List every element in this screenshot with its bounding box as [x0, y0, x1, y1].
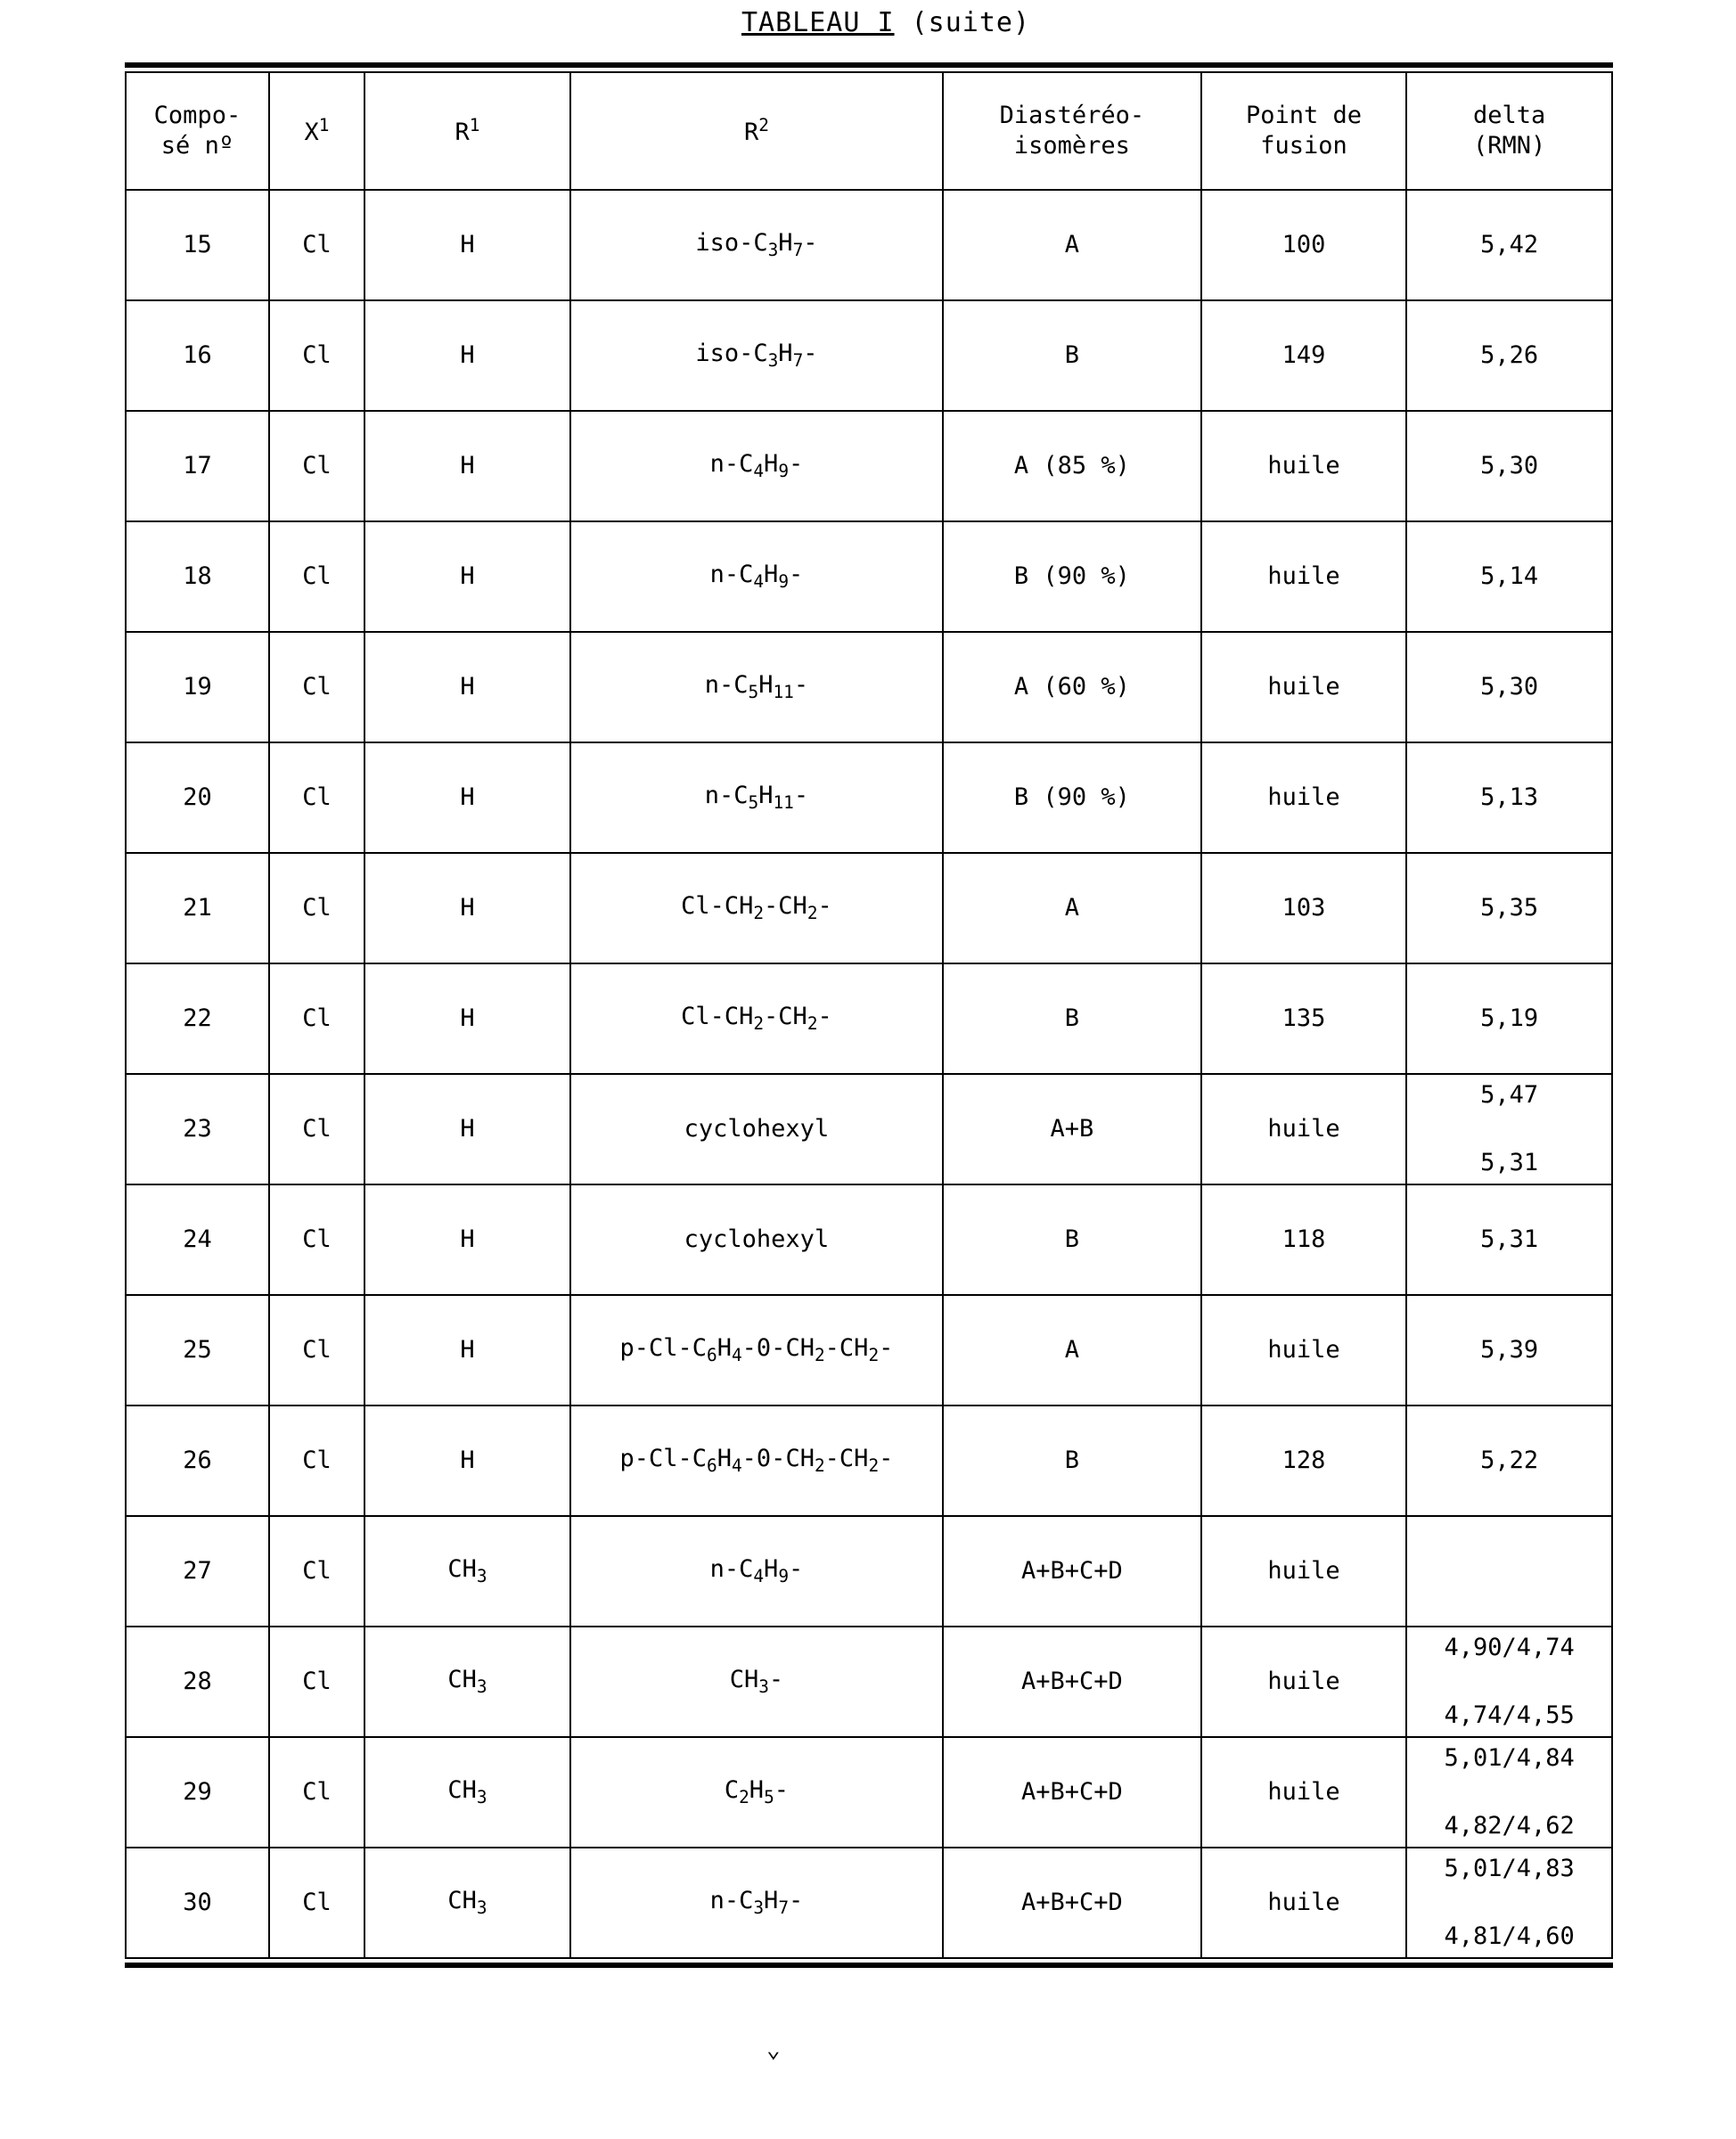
cell-melting-point: 103: [1201, 853, 1407, 963]
cell-diastereoisomers: B: [943, 963, 1201, 1074]
cell-compound-no: 18: [126, 521, 269, 632]
cell-r2: $n-C_3H_7-$: [570, 1848, 943, 1958]
page-footer-mark: ⌄: [766, 2037, 781, 2063]
cell-r2: iso-$C_3H_7-$: [570, 300, 943, 411]
cell-r1: H: [364, 521, 570, 632]
cell-x1: Cl: [269, 190, 364, 300]
cell-delta-nmr: 5,01/4,84 4,82/4,62: [1406, 1737, 1612, 1848]
table-row: [126, 1406, 1612, 1516]
cell-diastereoisomers: B: [943, 1406, 1201, 1516]
cell-compound-no: 16: [126, 300, 269, 411]
cell-r1: H: [364, 853, 570, 963]
cell-r2: $n-C_5H_{11}-$: [570, 742, 943, 853]
cell-delta-nmr: 5,30: [1406, 632, 1612, 742]
cell-r1: H: [364, 632, 570, 742]
cell-r1: H: [364, 1295, 570, 1406]
cell-melting-point: huile: [1201, 1074, 1407, 1184]
cell-compound-no: 30: [126, 1848, 269, 1958]
cell-x1: Cl: [269, 853, 364, 963]
table-row: [126, 1627, 1612, 1737]
cell-r1: H: [364, 742, 570, 853]
cell-melting-point: huile: [1201, 521, 1407, 632]
cell-diastereoisomers: B: [943, 300, 1201, 411]
cell-r2: $p-Cl-C_6H_4-0-CH_2-CH_2-$: [570, 1406, 943, 1516]
cell-diastereoisomers: A+B+C+D: [943, 1516, 1201, 1627]
cell-diastereoisomers: A (85 %): [943, 411, 1201, 521]
table-row: [126, 853, 1612, 963]
cell-delta-nmr: 5,19: [1406, 963, 1612, 1074]
cell-r1: $CH_3$: [364, 1848, 570, 1958]
cell-delta-nmr: 5,31: [1406, 1184, 1612, 1295]
cell-x1: Cl: [269, 742, 364, 853]
table-body: [126, 190, 1612, 1958]
cell-x1: Cl: [269, 1074, 364, 1184]
table-row: [126, 300, 1612, 411]
cell-x1: Cl: [269, 1848, 364, 1958]
cell-diastereoisomers: A+B+C+D: [943, 1737, 1201, 1848]
table-container: [125, 62, 1613, 1968]
cell-r2: $n-C_5H_{11}-$: [570, 632, 943, 742]
cell-melting-point: 135: [1201, 963, 1407, 1074]
cell-x1: Cl: [269, 300, 364, 411]
cell-x1: Cl: [269, 1737, 364, 1848]
table-row: [126, 411, 1612, 521]
cell-melting-point: 149: [1201, 300, 1407, 411]
cell-melting-point: huile: [1201, 1848, 1407, 1958]
cell-melting-point: 128: [1201, 1406, 1407, 1516]
cell-compound-no: 17: [126, 411, 269, 521]
cell-melting-point: huile: [1201, 1627, 1407, 1737]
cell-compound-no: 24: [126, 1184, 269, 1295]
cell-delta-nmr: 5,22: [1406, 1406, 1612, 1516]
cell-delta-nmr: [1406, 1516, 1612, 1627]
cell-r1: H: [364, 1184, 570, 1295]
header-r1: $R^1$: [364, 72, 570, 190]
cell-diastereoisomers: A+B+C+D: [943, 1848, 1201, 1958]
cell-x1: Cl: [269, 1184, 364, 1295]
page-title-main: TABLEAU I: [741, 7, 895, 38]
cell-compound-no: 15: [126, 190, 269, 300]
cell-r2: $n-C_4H_9-$: [570, 1516, 943, 1627]
cell-melting-point: huile: [1201, 1737, 1407, 1848]
table-top-rule: [125, 62, 1613, 68]
cell-delta-nmr: 5,01/4,83 4,81/4,60: [1406, 1848, 1612, 1958]
table-row: [126, 190, 1612, 300]
cell-diastereoisomers: B (90 %): [943, 521, 1201, 632]
cell-r2: $n-C_4H_9-$: [570, 521, 943, 632]
cell-compound-no: 21: [126, 853, 269, 963]
cell-melting-point: 118: [1201, 1184, 1407, 1295]
table-row: [126, 521, 1612, 632]
cell-r2: $C_2H_5-$: [570, 1737, 943, 1848]
header-delta-nmr: delta (RMN): [1406, 72, 1612, 190]
cell-r1: $CH_3$: [364, 1627, 570, 1737]
cell-melting-point: 100: [1201, 190, 1407, 300]
cell-diastereoisomers: A: [943, 853, 1201, 963]
cell-delta-nmr: 5,14: [1406, 521, 1612, 632]
cell-x1: Cl: [269, 1627, 364, 1737]
cell-compound-no: 25: [126, 1295, 269, 1406]
cell-r2: $Cl-CH_2-CH_2-$: [570, 853, 943, 963]
cell-r1: H: [364, 190, 570, 300]
cell-r1: H: [364, 1074, 570, 1184]
cell-r1: $CH_3$: [364, 1516, 570, 1627]
table-row: [126, 1848, 1612, 1958]
cell-r2: $Cl-CH_2-CH_2-$: [570, 963, 943, 1074]
cell-diastereoisomers: A+B+C+D: [943, 1627, 1201, 1737]
header-melting-point: Point de fusion: [1201, 72, 1407, 190]
cell-x1: Cl: [269, 1406, 364, 1516]
cell-r1: H: [364, 411, 570, 521]
cell-x1: Cl: [269, 632, 364, 742]
cell-compound-no: 28: [126, 1627, 269, 1737]
cell-compound-no: 26: [126, 1406, 269, 1516]
cell-diastereoisomers: B: [943, 1184, 1201, 1295]
header-diastereoisomers: Diastéréo- isomères: [943, 72, 1201, 190]
cell-delta-nmr: 5,42: [1406, 190, 1612, 300]
cell-compound-no: 29: [126, 1737, 269, 1848]
cell-diastereoisomers: B (90 %): [943, 742, 1201, 853]
cell-melting-point: huile: [1201, 742, 1407, 853]
cell-compound-no: 22: [126, 963, 269, 1074]
cell-compound-no: 27: [126, 1516, 269, 1627]
table-row: [126, 632, 1612, 742]
cell-r1: H: [364, 300, 570, 411]
table-row: [126, 1184, 1612, 1295]
table-row: [126, 1737, 1612, 1848]
cell-delta-nmr: 5,35: [1406, 853, 1612, 963]
page-title: [0, 0, 1736, 38]
cell-diastereoisomers: A: [943, 1295, 1201, 1406]
cell-delta-nmr: 4,90/4,74 4,74/4,55: [1406, 1627, 1612, 1737]
cell-melting-point: huile: [1201, 411, 1407, 521]
header-x1: $X^1$: [269, 72, 364, 190]
table-row: [126, 1516, 1612, 1627]
cell-delta-nmr: 5,47 5,31: [1406, 1074, 1612, 1184]
cell-r1: H: [364, 1406, 570, 1516]
cell-compound-no: 20: [126, 742, 269, 853]
table-bottom-rule: [125, 1963, 1613, 1968]
table-header-row: [126, 72, 1612, 190]
cell-diastereoisomers: A+B: [943, 1074, 1201, 1184]
cell-r2: $CH_3-$: [570, 1627, 943, 1737]
cell-r1: $CH_3$: [364, 1737, 570, 1848]
cell-r2: $p-Cl-C_6H_4-0-CH_2-CH_2-$: [570, 1295, 943, 1406]
cell-r2: $n-C_4H_9-$: [570, 411, 943, 521]
cell-x1: Cl: [269, 1516, 364, 1627]
table-row: [126, 963, 1612, 1074]
page-title-suffix: (suite): [894, 7, 1031, 38]
cell-r2: cyclohexyl: [570, 1184, 943, 1295]
cell-x1: Cl: [269, 963, 364, 1074]
cell-delta-nmr: 5,39: [1406, 1295, 1612, 1406]
cell-compound-no: 23: [126, 1074, 269, 1184]
header-compound-no: Compo- sé nº: [126, 72, 269, 190]
table-row: [126, 1295, 1612, 1406]
cell-r2: iso-$C_3H_7-$: [570, 190, 943, 300]
compounds-table: [125, 71, 1613, 1959]
cell-delta-nmr: 5,30: [1406, 411, 1612, 521]
header-r2: $R^2$: [570, 72, 943, 190]
cell-x1: Cl: [269, 411, 364, 521]
cell-delta-nmr: 5,13: [1406, 742, 1612, 853]
table-row: [126, 1074, 1612, 1184]
cell-r1: H: [364, 963, 570, 1074]
cell-diastereoisomers: A (60 %): [943, 632, 1201, 742]
cell-delta-nmr: 5,26: [1406, 300, 1612, 411]
table-row: [126, 742, 1612, 853]
cell-melting-point: huile: [1201, 1516, 1407, 1627]
cell-x1: Cl: [269, 521, 364, 632]
cell-x1: Cl: [269, 1295, 364, 1406]
cell-diastereoisomers: A: [943, 190, 1201, 300]
cell-compound-no: 19: [126, 632, 269, 742]
cell-r2: cyclohexyl: [570, 1074, 943, 1184]
cell-melting-point: huile: [1201, 1295, 1407, 1406]
cell-melting-point: huile: [1201, 632, 1407, 742]
table-header: [126, 72, 1612, 190]
